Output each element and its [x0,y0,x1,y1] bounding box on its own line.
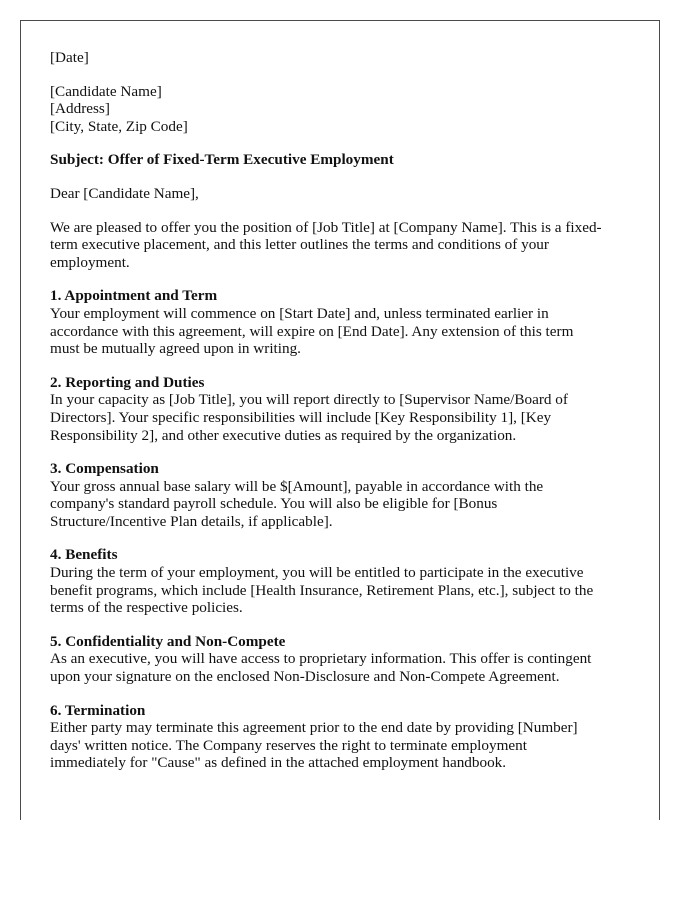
section-line: As an executive, you will have access to proprietary information. This offer is contingent [50,650,592,668]
date-block [50,49,634,67]
section-line: immediately for "Cause" as defined in the attached employment handbook. [50,754,507,772]
intro-paragraph [50,219,634,272]
section-line: In your capacity as [Job Title], you will report directly to [Supervisor Name/Board of [50,391,568,409]
letter-body [50,49,634,788]
section-line: upon your signature on the enclosed Non-Disclosure and Non-Compete Agreement. [50,668,560,686]
section-line: During the term of your employment, you will be entitled to participate in the executive [50,564,584,582]
intro-line: term executive placement, and this letter outlines the terms and conditions of your [50,236,549,254]
section-title: 5. Confidentiality and Non-Compete [50,632,286,650]
section-termination [50,702,634,772]
intro-line: employment. [50,253,130,271]
salutation: Dear [Candidate Name], [50,184,199,202]
section-appointment-term [50,287,634,357]
section-line: must be mutually agreed upon in writing. [50,340,301,358]
section-line: Your gross annual base salary will be $[Amount], payable in accordance with the [50,477,544,495]
section-title: 3. Compensation [50,460,159,478]
recipient-name: [Candidate Name] [50,82,162,100]
section-line: Responsibility 2], and other executive duties as required by the organization. [50,426,517,444]
section-line: Either party may terminate this agreement prior to the end date by providing [Number] [50,719,578,737]
section-confidentiality [50,633,634,686]
intro-line: We are pleased to offer you the position of [Job Title] at [Company Name]. This is a fixed- [50,218,602,236]
section-line: days' written notice. The Company reserves the right to terminate employment [50,736,527,754]
section-benefits [50,546,634,616]
section-line: accordance with this agreement, will expire on [End Date]. Any extension of this term [50,322,574,340]
letter-date: [Date] [50,49,89,66]
recipient-city-state-zip: [City, State, Zip Code] [50,117,188,135]
section-title: 6. Termination [50,701,146,719]
letter-page [20,20,660,820]
salutation-block [50,185,634,203]
section-title: 4. Benefits [50,546,118,564]
section-title: 1. Appointment and Term [50,287,218,305]
section-line: company's standard payroll schedule. You will also be eligible for [Bonus [50,495,498,513]
letter-subject: Subject: Offer of Fixed-Term Executive Employment [50,151,394,169]
section-line: benefit programs, which include [Health Insurance, Retirement Plans, etc.], subject to the [50,581,594,599]
subject-block [50,151,634,169]
recipient-street: [Address] [50,100,110,118]
section-line: terms of the respective policies. [50,599,243,617]
section-line: Structure/Incentive Plan details, if applicable]. [50,512,333,530]
recipient-address [50,83,634,136]
section-line: Your employment will commence on [Start Date] and, unless terminated earlier in [50,304,549,322]
section-compensation [50,460,634,530]
section-reporting-duties [50,374,634,444]
section-line: Directors]. Your specific responsibilities will include [Key Responsibility 1], [Key [50,408,552,426]
section-title: 2. Reporting and Duties [50,373,205,391]
